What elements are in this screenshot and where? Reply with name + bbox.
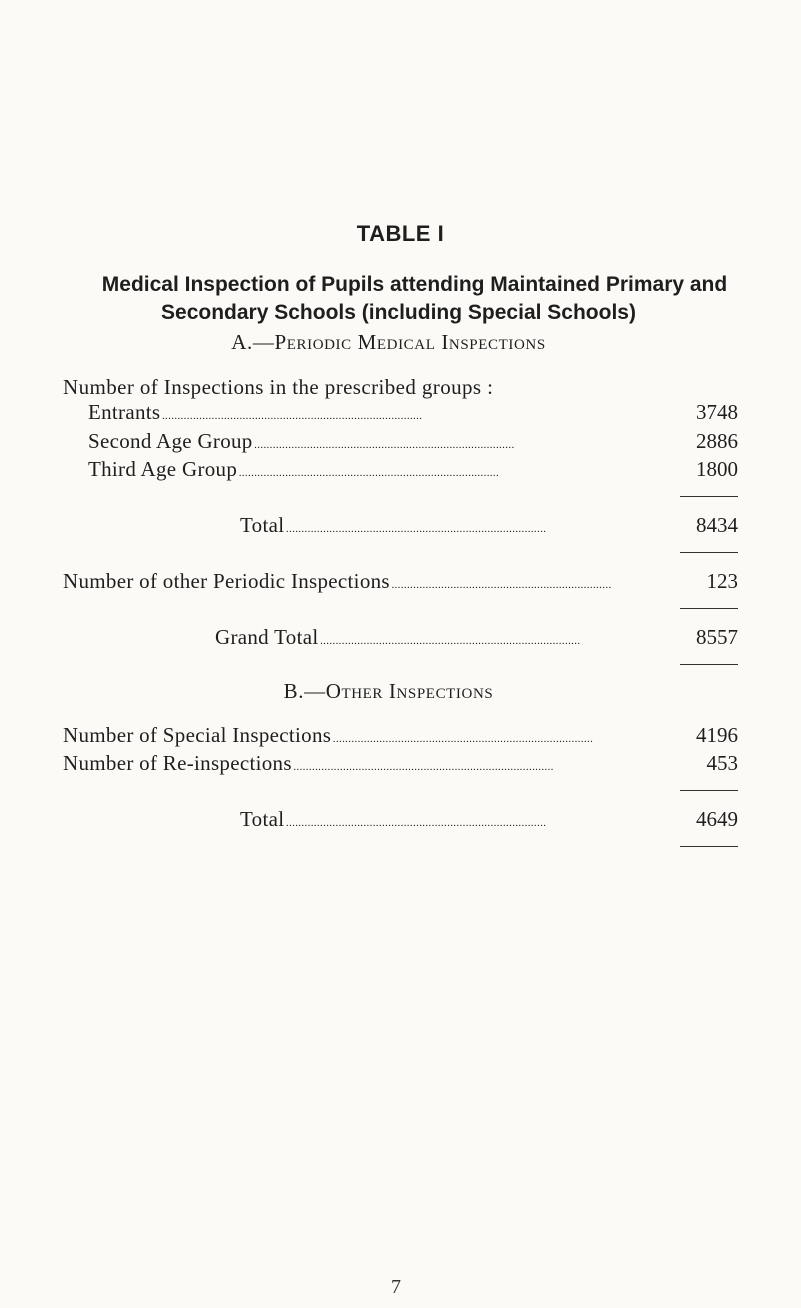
table-title: TABLE I (356, 221, 445, 246)
row-label-special-inspections: Number of Special Inspections . . . (63, 722, 612, 748)
total-rule (680, 552, 738, 553)
row-label-total: Total . . . (240, 512, 612, 538)
row-label-section-b-total: Total . . . (240, 806, 612, 832)
row-label-third-age-group: Third Age Group . . . (88, 456, 612, 482)
row-value-entrants: 3748 (696, 400, 738, 424)
row-label-re-inspections: Number of Re-inspections . . . (63, 750, 612, 776)
row-label-entrants: Entrants . . . (88, 399, 612, 425)
other-rule (680, 608, 738, 609)
row-value-special-inspections: 4196 (696, 723, 738, 747)
row-value-other-periodic: 123 (706, 569, 738, 593)
row-value-section-b-total: 4649 (696, 807, 738, 831)
section-b-title: B.—Other Inspections (283, 679, 494, 703)
row-value-third-age-group: 1800 (696, 457, 738, 481)
row-label-other-periodic: Number of other Periodic Inspections . . . (63, 568, 612, 594)
table-heading-line-2: Secondary Schools (including Special Schools) (161, 301, 636, 324)
row-label-grand-total: Grand Total . . . (215, 624, 612, 650)
page-number: 7 (391, 1276, 401, 1298)
section-b-subtotal-rule (680, 790, 738, 791)
section-a-title: A.—Periodic Medical Inspections (231, 330, 546, 354)
row-value-re-inspections: 453 (706, 751, 738, 775)
subtotal-rule (680, 496, 738, 497)
row-label-second-age-group: Second Age Group . . . (88, 428, 612, 454)
row-value-second-age-group: 2886 (696, 429, 738, 453)
row-value-grand-total: 8557 (696, 625, 738, 649)
section-a-intro: Number of Inspections in the prescribed groups : (63, 375, 494, 399)
row-value-total: 8434 (696, 513, 738, 537)
table-heading-line-1: Medical Inspection of Pupils attending Maintained Primary and (101, 273, 728, 296)
section-b-total-rule (680, 846, 738, 847)
grand-total-rule (680, 664, 738, 665)
